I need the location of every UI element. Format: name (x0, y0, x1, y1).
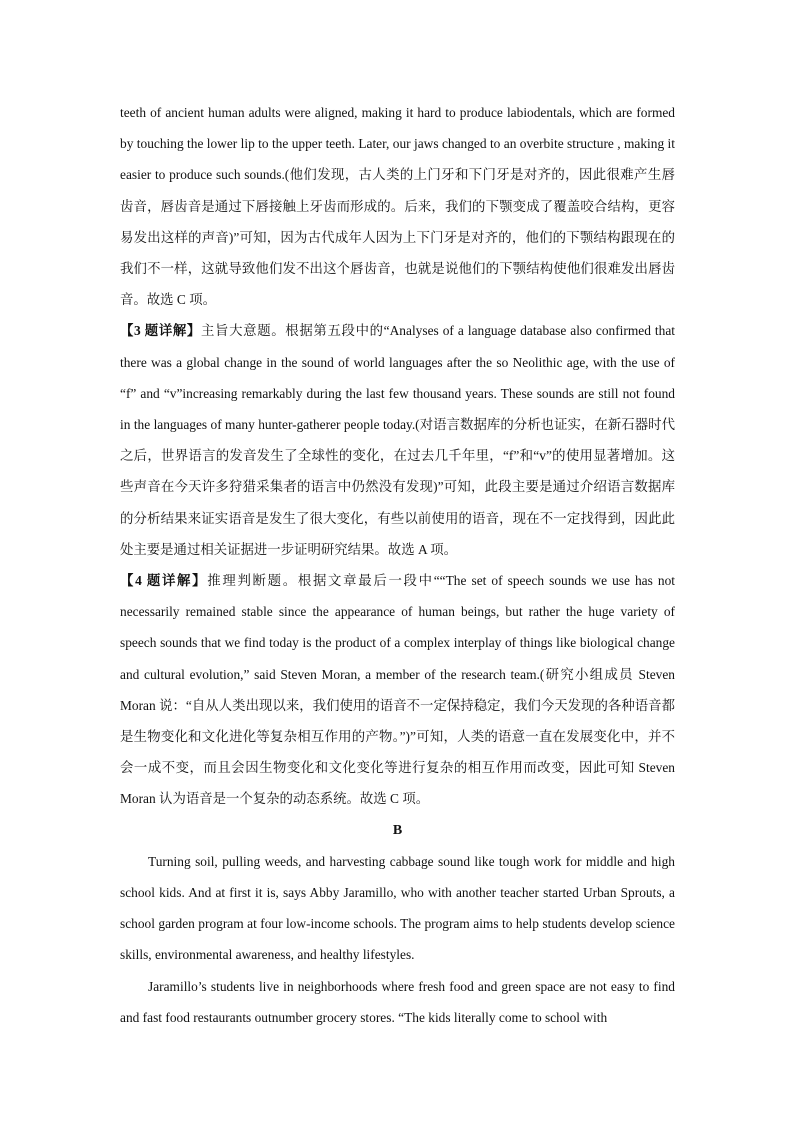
passage-b-paragraph-1: Turning soil, pulling weeds, and harvesting cabbage sound like tough work for middle and high school kids. And at first it is, says Abby Jaramillo, who with another teacher started Urban Sprouts, a school garden program at four low-income schools. The program aims to help students develop science skills, environmental awareness, and healthy lifestyles. (120, 853, 675, 963)
answer-explanation-q2-continuation: teeth of ancient human adults were aligned, making it hard to produce labiodentals, which are formed by touching the lower lip to the upper teeth. Later, our jaws changed to an overbite structure , making it easier to produce such sounds.(他们发现，古人类的上门牙和下门牙是对齐的，因此很难产生唇齿音，唇齿音是通过下唇接触上牙齿而形成的。后来，我们的下颚变成了覆盖咬合结构，更容易发出这样的声音)”可知，因为古代成年人因为上下门牙是对齐的，他们的下颚结构跟现在的我们不一样，这就导致他们发不出这个唇齿音，也就是说他们的下颚结构使他们很难发出唇齿音。故选 C 项。 (120, 105, 675, 308)
q3-detail-label: 【3 题详解】 (120, 323, 201, 339)
document-page (120, 97, 675, 1033)
q4-detail-label: 【4 题详解】 (120, 573, 208, 589)
passage-b-paragraph-2: Jaramillo’s students live in neighborhoods where fresh food and green space are not easy to find and fast food restaurants outnumber grocery stores. “The kids literally come to school with (120, 978, 675, 1025)
q4-detail-text: 推理判断题。根据文章最后一段中““The set of speech sounds we use has not necessarily remained stable since the appearance of human beings, but rather the huge variety of speech sounds that we find today is the product of a complex interplay of things like biological change and cultural evolution,” said Steven Moran, a member of the research team.(研究小组成员 Steven Moran 说：“自从人类出现以来，我们使用的语音不一定保持稳定，我们今天发现的各种语音都是生物变化和文化进化等复杂相互作用的产物。”)”可知，人类的语意一直在发展变化中，并不会一成不变，而且会因生物变化和文化变化等进行复杂的相互作用而改变，因此可知 Steven Moran 认为语音是一个复杂的动态系统。故选 C 项。 (120, 573, 675, 807)
q3-detail-text: 主旨大意题。根据第五段中的“Analyses of a language database also confirmed that there was a global change in the sound of world languages after the so Neolithic age, with the use of “f” and “v”increasing remarkably during the last few thousand years. These sounds are still not found in the languages of many hunter-gatherer people today.(对语言数据库的分析也证实，在新石器时代之后，世界语言的发音发生了全球性的变化，在过去几千年里，“f”和“v”的使用显著增加。这些声音在今天许多狩猎采集者的语言中仍然没有发现)”可知，此段主要是通过介绍语言数据库的分析结果来证实语音是发生了很大变化，有些以前使用的语音，现在不一定找得到，因此此处主要是通过相关证据进一步证明研究结果。故选 A 项。 (120, 323, 676, 557)
answer-explanation-q4 (120, 565, 675, 815)
answer-explanation-q3 (120, 315, 675, 565)
section-heading: B (392, 822, 403, 838)
